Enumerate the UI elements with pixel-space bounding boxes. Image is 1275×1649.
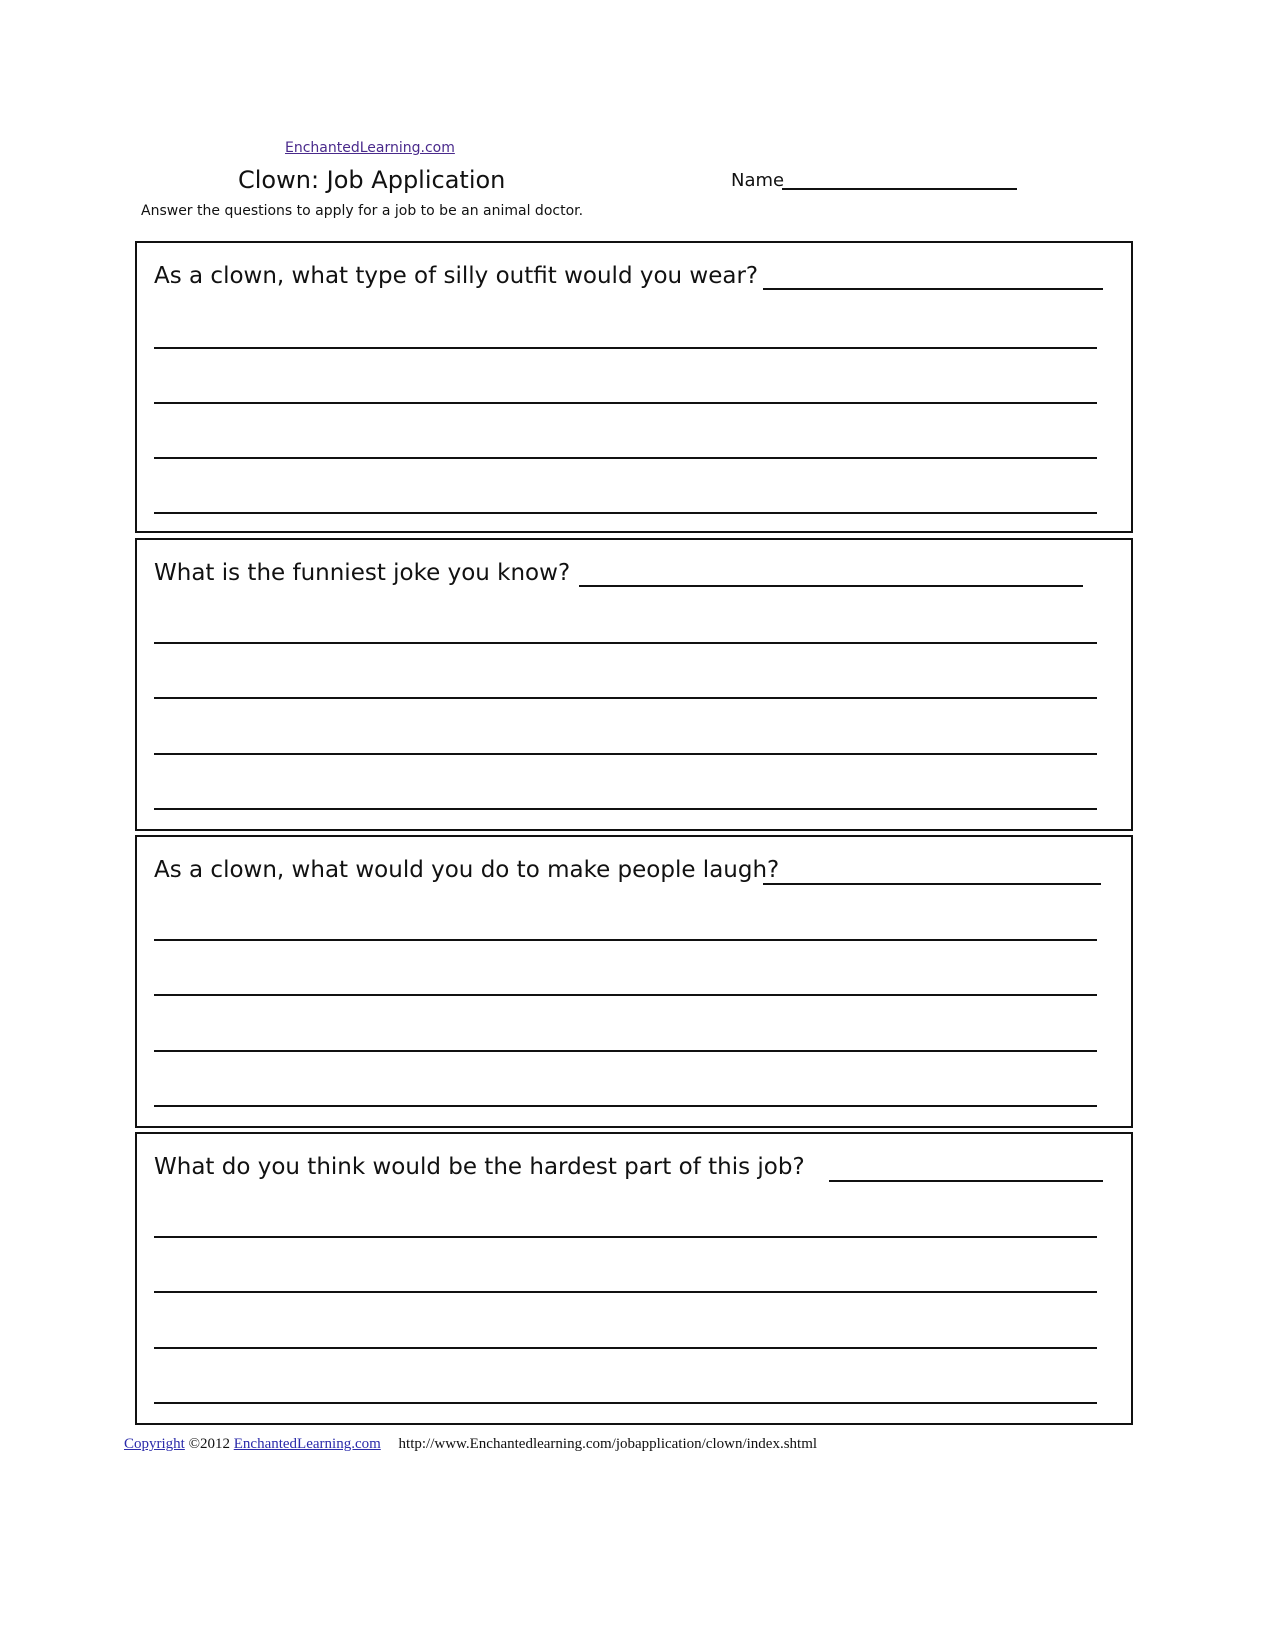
- question-box-2: [135, 538, 1133, 831]
- answer-line[interactable]: [154, 1347, 1097, 1349]
- answer-line[interactable]: [154, 1236, 1097, 1238]
- answer-line[interactable]: [154, 753, 1097, 755]
- answer-line[interactable]: [154, 642, 1097, 644]
- name-label: Name: [731, 170, 785, 191]
- answer-line[interactable]: [154, 1050, 1097, 1052]
- question-inline-answer-line-1[interactable]: [763, 288, 1103, 290]
- question-inline-answer-line-4[interactable]: [829, 1180, 1103, 1182]
- copyright-year: ©2012: [188, 1436, 230, 1452]
- answer-line[interactable]: [154, 402, 1097, 404]
- answer-line[interactable]: [154, 347, 1097, 349]
- answer-line[interactable]: [154, 1291, 1097, 1293]
- site-link[interactable]: EnchantedLearning.com: [285, 140, 455, 156]
- footer-site-link[interactable]: EnchantedLearning.com: [233, 1436, 381, 1452]
- footer: [124, 1436, 817, 1453]
- question-box-3: [135, 835, 1133, 1128]
- answer-line[interactable]: [154, 994, 1097, 996]
- footer-url: http://www.Enchantedlearning.com/jobapplication/clown/index.shtml: [398, 1436, 818, 1452]
- page-title: Clown: Job Application: [238, 166, 506, 194]
- answer-line[interactable]: [154, 1402, 1097, 1404]
- question-text-1: As a clown, what type of silly outfit would you wear?: [154, 263, 759, 289]
- question-box-4: [135, 1132, 1133, 1425]
- answer-line[interactable]: [154, 697, 1097, 699]
- answer-line[interactable]: [154, 512, 1097, 514]
- copyright-link[interactable]: Copyright: [124, 1436, 185, 1452]
- question-box-1: [135, 241, 1133, 533]
- question-text-2: What is the funniest joke you know?: [154, 560, 571, 586]
- question-text-3: As a clown, what would you do to make people laugh?: [154, 857, 780, 883]
- question-text-4: What do you think would be the hardest part of this job?: [154, 1154, 805, 1180]
- answer-line[interactable]: [154, 939, 1097, 941]
- answer-line[interactable]: [154, 808, 1097, 810]
- question-inline-answer-line-2[interactable]: [579, 585, 1083, 587]
- question-inline-answer-line-3[interactable]: [763, 883, 1101, 885]
- name-field[interactable]: [782, 188, 1017, 190]
- answer-line[interactable]: [154, 1105, 1097, 1107]
- instructions: Answer the questions to apply for a job to be an animal doctor.: [141, 203, 584, 219]
- answer-line[interactable]: [154, 457, 1097, 459]
